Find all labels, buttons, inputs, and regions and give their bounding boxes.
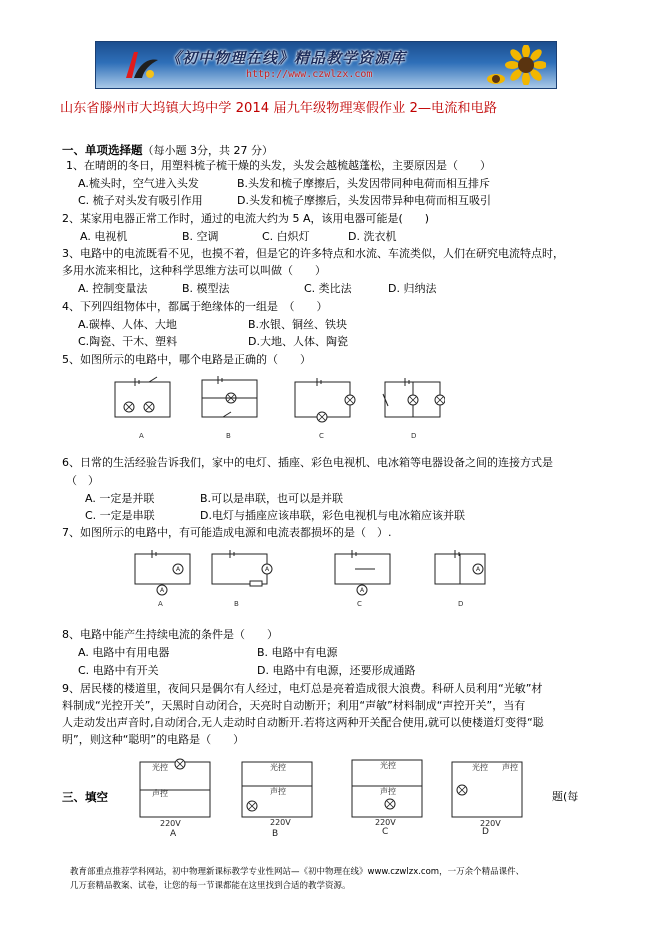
q2-option-d: D. 洗衣机 (348, 230, 397, 243)
q9-label-c: C (382, 827, 389, 837)
q6-option-b: B.可以是串联，也可以是并联 (200, 492, 344, 505)
sunflower-image (486, 45, 546, 85)
q5-label-c: C (319, 432, 324, 440)
q9-label-a: A (170, 829, 177, 839)
q3-option-b: B. 模型法 (182, 282, 230, 295)
q5-circuit-figures (105, 372, 445, 442)
section2-heading: 三、填空 (62, 790, 108, 804)
q9-label-d: D (482, 827, 489, 837)
section1-note: （每小题 3分，共 27 分） (142, 144, 273, 157)
svg-text:A: A (475, 566, 481, 573)
q9-circuit-figures (130, 752, 550, 842)
q3-stem-line1: 3、电路中的电流既看不见，也摸不着，但是它的许多特点和水流、车流类似，人们在研究电流特点时， (62, 247, 564, 260)
q2-stem: 2、某家用电器正常工作时，通过的电流大约为 5 A，该用电器可能是( ) (62, 212, 430, 225)
q7-label-d: D (458, 600, 464, 608)
q4-stem: 4、下列四组物体中，都属于绝缘体的一组是 （ ） (62, 300, 328, 313)
q7-label-a: A (158, 600, 163, 608)
q7-label-c: C (357, 600, 362, 608)
q4-option-b: B.水银、铜丝、铁块 (248, 318, 348, 331)
site-logo (120, 48, 160, 82)
svg-text:A: A (359, 587, 365, 594)
q6-stem-line1: 6、日常的生活经验告诉我们，家中的电灯、插座、彩色电视机、电冰箱等电器设备之间的连接方式是 (62, 456, 553, 469)
q6-option-a: A. 一定是并联 (85, 492, 155, 505)
q3-option-c: C. 类比法 (304, 282, 352, 295)
q9-d-voltage: 220V (480, 819, 501, 828)
q1-stem: 1、在晴朗的冬日，用塑料梳子梳干燥的头发，头发会越梳越蓬松，主要原因是（ ） (66, 159, 491, 172)
q9-label-b: B (272, 829, 279, 839)
header-banner (95, 41, 557, 89)
q2-option-b: B. 空调 (182, 230, 219, 243)
svg-text:A: A (175, 566, 181, 573)
q9-stem-line1: 9、居民楼的楼道里，夜间只是偶尔有人经过，电灯总是亮着造成很大浪费。科研人员利用“光敏”材 (62, 682, 543, 695)
q3-stem-line2: 多用水流来相比，这种科学思维方法可以叫做（ ） (62, 264, 326, 277)
q8-option-a: A. 电路中有用电器 (78, 646, 170, 659)
q9-c-sound-ctrl: 声控 (380, 787, 396, 796)
q7-stem: 7、如图所示的电路中，有可能造成电源和电流表都损坏的是（ ）. (62, 526, 392, 539)
q9-c-light-ctrl: 光控 (380, 761, 396, 770)
footer-line1: 教育部重点推荐学科网站，初中物理新课标教学专业性网站—《初中物理在线》www.czwlzx.com，一万余个精品课件、 (70, 867, 525, 877)
q7-circuit-figures (130, 544, 490, 614)
section1-line (62, 143, 273, 158)
q1-option-d: D.头发和梳子摩擦后，头发因带异种电荷而相互吸引 (237, 194, 491, 207)
q8-option-c: C. 电路中有开关 (78, 664, 159, 677)
q3-option-a: A. 控制变量法 (78, 282, 148, 295)
q2-option-a: A. 电视机 (80, 230, 128, 243)
q6-option-d: D.电灯与插座应该串联，彩色电视机与电冰箱应该并联 (200, 509, 465, 522)
q2-option-c: C. 白炽灯 (262, 230, 310, 243)
q1-option-a: A.梳头时，空气进入头发 (78, 177, 199, 190)
q9-b-sound-ctrl: 声控 (270, 787, 286, 796)
q3-option-d: D. 归纳法 (388, 282, 437, 295)
q9-b-voltage: 220V (270, 818, 291, 827)
q5-label-d: D (411, 432, 417, 440)
q4-option-a: A.碳棒、人体、大地 (78, 318, 177, 331)
q8-option-d: D. 电路中有电源，还要形成通路 (257, 664, 416, 677)
q8-option-b: B. 电路中有电源 (257, 646, 338, 659)
q6-stem-line2: （ ） (66, 474, 99, 487)
banner-url: http://www.czwlzx.com (246, 69, 373, 80)
svg-text:A: A (159, 587, 165, 594)
q1-option-b: B.头发和梳子摩擦后，头发因带同种电荷而相互排斥 (237, 177, 491, 190)
q5-label-a: A (139, 432, 144, 440)
q9-d-light-ctrl: 光控 (472, 763, 488, 772)
svg-text:A: A (264, 566, 270, 573)
section2-tail: 题(每 (552, 790, 579, 803)
q9-a-light-ctrl: 光控 (152, 763, 168, 772)
document-title: 山东省滕州市大坞镇大坞中学 2014 届九年级物理寒假作业 2—电流和电路 (60, 101, 497, 116)
q9-a-sound-ctrl: 声控 (152, 789, 168, 798)
section1-heading: 一、单项选择题 (62, 143, 143, 157)
q9-b-light-ctrl: 光控 (270, 763, 286, 772)
q9-c-voltage: 220V (375, 818, 396, 827)
q9-stem-line2: 料制成“光控开关”，天黑时自动闭合，天亮时自动断开；利用“声敏”材料制成“声控开关”，当有 (62, 699, 526, 712)
q9-a-voltage: 220V (160, 819, 181, 828)
footer-line2: 几万套精品教案、试卷，让您的每一节课都能在这里找到合适的教学资源。 (70, 881, 351, 891)
banner-title: 《初中物理在线》精品教学资源库 (166, 49, 407, 67)
q6-option-c: C. 一定是串联 (85, 509, 155, 522)
q8-stem: 8、电路中能产生持续电流的条件是（ ） (62, 628, 278, 641)
q4-option-c: C.陶瓷、干木、塑料 (78, 335, 178, 348)
q4-option-d: D.大地、人体、陶瓷 (248, 335, 348, 348)
q1-option-c: C. 梳子对头发有吸引作用 (78, 194, 203, 207)
q9-stem-line3: 人走动发出声音时,自动闭合,无人走动时自动断开.若将这两种开关配合使用,就可以使楼道灯变得“聪 (62, 716, 544, 729)
q7-label-b: B (234, 600, 239, 608)
q9-stem-line4: 明”，则这种“聪明”的电路是（ ） (62, 733, 245, 746)
q9-d-sound-ctrl: 声控 (502, 763, 518, 772)
q5-stem: 5、如图所示的电路中，哪个电路是正确的（ ） (62, 353, 311, 366)
q5-label-b: B (226, 432, 231, 440)
